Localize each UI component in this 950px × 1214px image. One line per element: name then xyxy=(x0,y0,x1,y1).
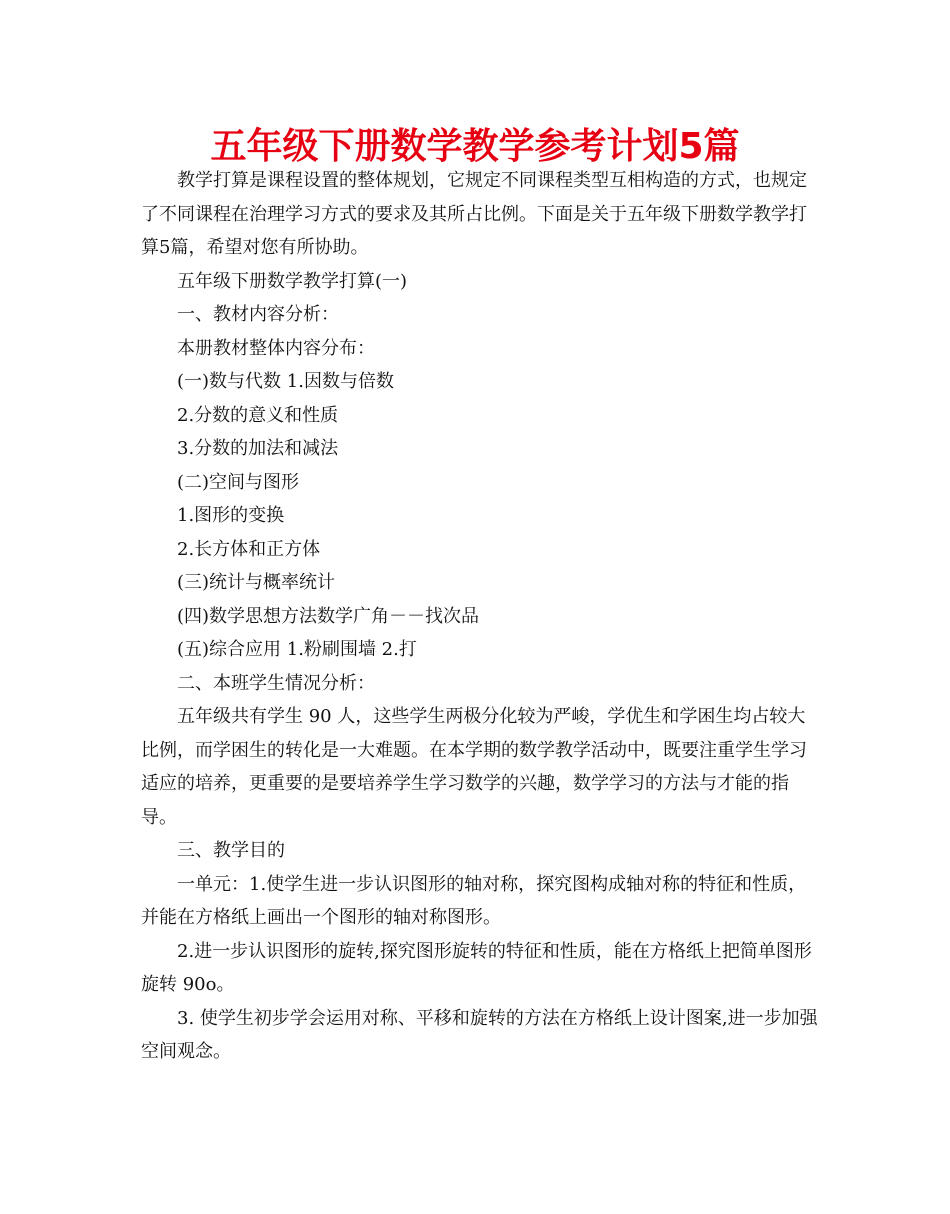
list-item: (五)综合应用 1.粉刷围墙 2.打 xyxy=(177,639,417,660)
list-item: 2.长方体和正方体 xyxy=(177,538,321,560)
list-item: (四)数学思想方法数学广角－－找次品 xyxy=(177,605,480,627)
paragraph-goal-3: 3. 使学生初步学会运用对称、平移和旋转的方法在方格纸上设计图案,进一步加强空间观念。 xyxy=(141,1007,818,1062)
document-body xyxy=(141,164,823,1069)
list-item: (一)数与代数 1.因数与倍数 xyxy=(177,371,394,392)
paragraph-student-analysis: 五年级共有学生 90 人，这些学生两极分化较为严峻，学优生和学困生均占较大比例，而学困生的转化是一大难题。在本学期的数学教学活动中，既要注重学生学习适应的培养，更重要的是要培养学生学习数学的兴趣，数学学习的方法与才能的指导。 xyxy=(141,706,807,828)
section-heading-materials: 一、教材内容分析： xyxy=(177,304,339,325)
list-item: 1.图形的变换 xyxy=(177,505,285,526)
list-item: (二)空间与图形 xyxy=(177,471,300,493)
paragraph-intro: 教学打算是课程设置的整体规划，它规定不同课程类型互相构造的方式，也规定了不同课程在治理学习方式的要求及其所占比例。下面是关于五年级下册数学教学打算5篇，希望对您有所协助。 xyxy=(141,170,807,258)
page-title: 五年级下册数学教学参考计划5篇 xyxy=(210,126,740,167)
paragraph-goal-1: 一单元：1.使学生进一步认识图形的轴对称，探究图构成轴对称的特征和性质，并能在方格纸上画出一个图形的轴对称图形。 xyxy=(141,873,807,928)
section-heading-students: 二、本班学生情况分析： xyxy=(177,672,375,694)
list-item: (三)统计与概率统计 xyxy=(177,572,336,593)
section-heading-goals: 三、教学目的 xyxy=(177,840,285,861)
list-item: 2.分数的意义和性质 xyxy=(177,404,339,426)
paragraph-plan-heading: 五年级下册数学教学打算(一) xyxy=(177,270,408,292)
paragraph-content-distribution: 本册教材整体内容分布： xyxy=(177,337,375,359)
list-item: 3.分数的加法和减法 xyxy=(177,438,339,459)
paragraph-goal-2: 2.进一步认识图形的旋转,探究图形旋转的特征和性质，能在方格纸上把简单图形旋转 90o。 xyxy=(141,940,812,995)
